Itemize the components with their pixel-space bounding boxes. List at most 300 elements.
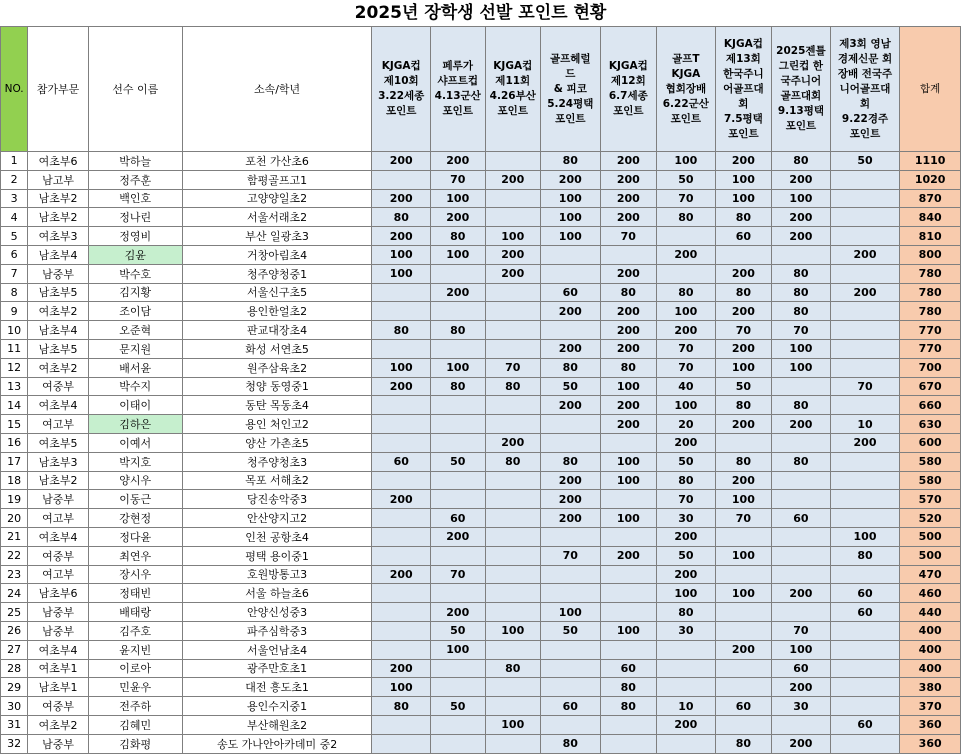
row-point-5: 100 (600, 452, 657, 471)
row-point-8: 100 (772, 358, 831, 377)
row-division: 남초부2 (28, 471, 89, 490)
row-player-name: 김하은 (88, 415, 182, 434)
row-school: 청양 동영중1 (182, 377, 372, 396)
table-row (1, 565, 961, 584)
row-player-name: 전주하 (88, 697, 182, 716)
header-event-line: 페루가 (442, 60, 473, 72)
row-point-1 (372, 339, 431, 358)
row-point-2 (431, 734, 486, 753)
row-point-7: 80 (715, 452, 772, 471)
row-point-3 (485, 152, 541, 171)
row-total: 700 (900, 358, 961, 377)
header-event-line: & 피코 (553, 82, 587, 95)
row-total: 400 (900, 659, 961, 678)
row-point-2 (431, 678, 486, 697)
row-point-4: 100 (541, 227, 601, 246)
row-total: 360 (900, 715, 961, 734)
row-point-9 (830, 170, 900, 189)
row-no: 15 (1, 415, 28, 434)
row-point-5 (600, 490, 657, 509)
table-row (1, 715, 961, 734)
row-point-9 (830, 678, 900, 697)
row-point-7: 70 (715, 509, 772, 528)
row-point-3 (485, 640, 541, 659)
row-school: 인천 공항초4 (182, 527, 372, 546)
page-title: 2025년 장학생 선발 포인트 현황 (354, 3, 607, 23)
row-point-2 (431, 433, 486, 452)
row-point-4 (541, 321, 601, 340)
row-point-2: 50 (431, 697, 486, 716)
row-point-6 (657, 678, 716, 697)
row-total: 810 (900, 227, 961, 246)
row-division: 남초부2 (28, 208, 89, 227)
table-row (1, 659, 961, 678)
row-division: 여초부4 (28, 396, 89, 415)
row-point-8: 80 (772, 452, 831, 471)
row-school: 서울서래초2 (182, 208, 372, 227)
header-event-line: 골프헤럴 (550, 52, 591, 65)
row-division: 여초부2 (28, 302, 89, 321)
row-division: 남초부4 (28, 245, 89, 264)
row-point-8 (772, 546, 831, 565)
row-point-5: 70 (600, 227, 657, 246)
row-point-3 (485, 734, 541, 753)
row-point-3 (485, 509, 541, 528)
header-division: 참가부문 (28, 27, 89, 152)
header-event-line: 그린컵 한 (778, 60, 824, 72)
row-point-2 (431, 659, 486, 678)
row-point-3 (485, 490, 541, 509)
row-school: 화성 서연초5 (182, 339, 372, 358)
row-point-9: 10 (830, 415, 900, 434)
row-point-2 (431, 715, 486, 734)
row-point-8: 70 (772, 621, 831, 640)
header-event-line: 경제신문 회 (837, 52, 893, 65)
row-player-name: 양시우 (88, 471, 182, 490)
header-event-line: 어골프대 (723, 82, 764, 95)
table-row (1, 227, 961, 246)
row-point-5 (600, 584, 657, 603)
row-point-6 (657, 659, 716, 678)
row-point-8: 200 (772, 678, 831, 697)
row-point-3: 80 (485, 659, 541, 678)
row-point-7: 100 (715, 189, 772, 208)
row-point-7 (715, 659, 772, 678)
row-point-1 (372, 734, 431, 753)
table-row (1, 452, 961, 471)
row-no: 18 (1, 471, 28, 490)
row-point-4 (541, 678, 601, 697)
row-point-9 (830, 509, 900, 528)
header-event-line: 드 (565, 67, 576, 80)
row-point-6: 70 (657, 490, 716, 509)
row-point-2: 100 (431, 189, 486, 208)
row-no: 24 (1, 584, 28, 603)
row-point-3 (485, 302, 541, 321)
row-point-1 (372, 603, 431, 622)
row-point-6: 10 (657, 697, 716, 716)
row-point-1 (372, 640, 431, 659)
row-point-3 (485, 283, 541, 302)
row-school: 호원방통고3 (182, 565, 372, 584)
row-point-7: 80 (715, 283, 772, 302)
header-event-line: 제13회 (725, 52, 761, 65)
row-player-name: 김윤 (88, 245, 182, 264)
row-player-name: 백인호 (88, 189, 182, 208)
row-point-1: 100 (372, 678, 431, 697)
row-point-9 (830, 490, 900, 509)
row-point-2: 60 (431, 509, 486, 528)
row-no: 20 (1, 509, 28, 528)
table-row (1, 433, 961, 452)
row-point-6: 30 (657, 621, 716, 640)
table-row (1, 245, 961, 264)
row-school: 거창아림초4 (182, 245, 372, 264)
row-point-1 (372, 509, 431, 528)
row-point-2: 50 (431, 621, 486, 640)
row-point-1 (372, 396, 431, 415)
row-point-3 (485, 208, 541, 227)
row-total: 500 (900, 527, 961, 546)
table-row (1, 170, 961, 189)
row-point-3 (485, 678, 541, 697)
row-division: 여고부 (28, 565, 89, 584)
table-row (1, 584, 961, 603)
header-event-line: 5.24평택 (547, 97, 594, 110)
row-point-2 (431, 339, 486, 358)
row-point-8 (772, 603, 831, 622)
row-point-5: 80 (600, 358, 657, 377)
header-event-line: 포인트 (670, 112, 702, 125)
row-point-7: 200 (715, 415, 772, 434)
row-point-2: 80 (431, 321, 486, 340)
table-row (1, 527, 961, 546)
row-point-5: 200 (600, 546, 657, 565)
header-event-line: 장배 전국주 (837, 67, 893, 80)
row-total: 870 (900, 189, 961, 208)
row-point-6 (657, 227, 716, 246)
row-point-8: 80 (772, 264, 831, 283)
table-row (1, 208, 961, 227)
header-event-line: KJGA컵 (723, 37, 763, 50)
header-event-line: 골프T (672, 52, 700, 65)
row-no: 13 (1, 377, 28, 396)
header-event-line: KJGA컵 (381, 60, 421, 72)
row-point-8: 80 (772, 396, 831, 415)
row-point-6: 200 (657, 527, 716, 546)
table-row (1, 283, 961, 302)
row-point-1: 200 (372, 377, 431, 396)
row-point-8: 60 (772, 509, 831, 528)
row-point-6: 50 (657, 546, 716, 565)
row-point-5: 200 (600, 152, 657, 171)
header-event-line: 포인트 (442, 105, 473, 117)
header-event-line: 골프대회 (780, 90, 822, 102)
row-no: 1 (1, 152, 28, 171)
row-point-2: 70 (431, 170, 486, 189)
row-point-2: 200 (431, 527, 486, 546)
row-point-6 (657, 734, 716, 753)
row-school: 용인한얼초2 (182, 302, 372, 321)
row-point-7: 100 (715, 546, 772, 565)
row-point-1 (372, 415, 431, 434)
row-point-5: 200 (600, 208, 657, 227)
row-no: 25 (1, 603, 28, 622)
row-division: 남중부 (28, 621, 89, 640)
row-point-8 (772, 527, 831, 546)
header-event-line: 포인트 (386, 105, 417, 117)
table-header (1, 27, 961, 152)
row-point-9 (830, 734, 900, 753)
row-point-5: 200 (600, 302, 657, 321)
table-row (1, 415, 961, 434)
row-total: 670 (900, 377, 961, 396)
table-row (1, 377, 961, 396)
row-point-7 (715, 715, 772, 734)
table-row (1, 640, 961, 659)
row-player-name: 정다윤 (88, 527, 182, 546)
row-point-4 (541, 584, 601, 603)
row-no: 22 (1, 546, 28, 565)
header-event-line: 포인트 (728, 127, 759, 140)
row-point-7: 200 (715, 471, 772, 490)
row-point-4: 100 (541, 208, 601, 227)
row-point-2 (431, 415, 486, 434)
row-point-8: 200 (772, 415, 831, 434)
table-row (1, 339, 961, 358)
row-point-4: 200 (541, 490, 601, 509)
table-row (1, 152, 961, 171)
header-event-3 (485, 27, 541, 152)
row-point-2: 100 (431, 245, 486, 264)
row-point-8 (772, 471, 831, 490)
row-point-8: 80 (772, 283, 831, 302)
header-school: 소속/학년 (182, 27, 372, 152)
header-event-5 (600, 27, 657, 152)
table-row (1, 621, 961, 640)
row-point-7: 70 (715, 321, 772, 340)
row-point-6: 100 (657, 584, 716, 603)
row-point-8 (772, 565, 831, 584)
row-division: 남초부6 (28, 584, 89, 603)
row-no: 12 (1, 358, 28, 377)
row-point-8 (772, 245, 831, 264)
row-point-9: 200 (830, 245, 900, 264)
row-player-name: 박수호 (88, 264, 182, 283)
row-point-5 (600, 527, 657, 546)
row-point-3: 70 (485, 358, 541, 377)
row-point-8: 200 (772, 227, 831, 246)
row-no: 19 (1, 490, 28, 509)
row-division: 여중부 (28, 377, 89, 396)
row-no: 21 (1, 527, 28, 546)
row-point-1: 200 (372, 490, 431, 509)
row-point-1: 200 (372, 152, 431, 171)
table-row (1, 321, 961, 340)
row-division: 남고부 (28, 170, 89, 189)
row-school: 용인수지중1 (182, 697, 372, 716)
row-no: 29 (1, 678, 28, 697)
row-point-2: 100 (431, 640, 486, 659)
row-point-3 (485, 189, 541, 208)
row-point-7: 200 (715, 640, 772, 659)
row-school: 서울언남초4 (182, 640, 372, 659)
row-point-5: 200 (600, 415, 657, 434)
header-event-4 (541, 27, 601, 152)
points-table (0, 26, 961, 754)
row-player-name: 배서윤 (88, 358, 182, 377)
row-point-4: 60 (541, 697, 601, 716)
row-point-8: 30 (772, 697, 831, 716)
row-school: 양산 가촌초5 (182, 433, 372, 452)
row-point-2 (431, 264, 486, 283)
header-event-line: 6.7세종 (608, 90, 648, 102)
row-division: 남중부 (28, 490, 89, 509)
row-school: 고양양일초2 (182, 189, 372, 208)
row-point-6: 200 (657, 321, 716, 340)
row-point-7 (715, 565, 772, 584)
row-school: 안산양지고2 (182, 509, 372, 528)
row-point-7: 100 (715, 358, 772, 377)
row-point-9 (830, 565, 900, 584)
row-point-3 (485, 527, 541, 546)
row-point-5: 60 (600, 659, 657, 678)
row-point-5 (600, 715, 657, 734)
row-point-5: 100 (600, 471, 657, 490)
row-point-2: 200 (431, 603, 486, 622)
row-point-3 (485, 396, 541, 415)
row-point-1 (372, 715, 431, 734)
table-row (1, 302, 961, 321)
table-row (1, 678, 961, 697)
header-event-2 (431, 27, 486, 152)
row-point-7 (715, 603, 772, 622)
row-point-8: 80 (772, 302, 831, 321)
row-no: 30 (1, 697, 28, 716)
row-no: 11 (1, 339, 28, 358)
row-player-name: 정나린 (88, 208, 182, 227)
row-point-9 (830, 659, 900, 678)
row-player-name: 이동근 (88, 490, 182, 509)
row-point-7: 200 (715, 264, 772, 283)
row-point-3: 200 (485, 264, 541, 283)
row-no: 8 (1, 283, 28, 302)
row-total: 780 (900, 264, 961, 283)
row-division: 여초부1 (28, 659, 89, 678)
row-point-2: 200 (431, 152, 486, 171)
row-point-4: 200 (541, 170, 601, 189)
row-total: 380 (900, 678, 961, 697)
row-total: 840 (900, 208, 961, 227)
row-point-4: 200 (541, 509, 601, 528)
row-point-1: 100 (372, 245, 431, 264)
row-point-3 (485, 471, 541, 490)
row-point-9: 200 (830, 283, 900, 302)
header-event-9 (830, 27, 900, 152)
row-player-name: 이로아 (88, 659, 182, 678)
row-no: 26 (1, 621, 28, 640)
header-event-line: 포인트 (497, 105, 528, 117)
row-school: 대전 흥도초1 (182, 678, 372, 697)
row-point-4 (541, 659, 601, 678)
row-division: 남초부5 (28, 339, 89, 358)
row-no: 32 (1, 734, 28, 753)
row-point-6: 200 (657, 715, 716, 734)
row-no: 27 (1, 640, 28, 659)
row-point-6: 80 (657, 283, 716, 302)
row-division: 여초부6 (28, 152, 89, 171)
row-point-1 (372, 546, 431, 565)
row-point-9 (830, 339, 900, 358)
row-school: 포천 가산초6 (182, 152, 372, 171)
header-event-line: 4.26부산 (489, 90, 536, 102)
row-point-5 (600, 433, 657, 452)
row-point-1: 200 (372, 659, 431, 678)
row-total: 580 (900, 471, 961, 490)
row-point-2: 70 (431, 565, 486, 584)
header-event-line: 니어골프대 (839, 82, 891, 95)
row-point-6: 100 (657, 396, 716, 415)
row-total: 500 (900, 546, 961, 565)
row-player-name: 김주호 (88, 621, 182, 640)
row-division: 남중부 (28, 603, 89, 622)
row-point-9 (830, 396, 900, 415)
row-division: 여초부4 (28, 640, 89, 659)
header-event-line: 회 (738, 97, 749, 110)
row-point-9 (830, 640, 900, 659)
row-total: 770 (900, 339, 961, 358)
row-point-3 (485, 603, 541, 622)
row-point-4 (541, 264, 601, 283)
header-event-line: KJGA (671, 67, 701, 80)
row-point-8: 200 (772, 734, 831, 753)
row-point-9 (830, 208, 900, 227)
header-event-line: 2025젠틀 (776, 45, 826, 57)
row-point-4: 100 (541, 189, 601, 208)
row-total: 570 (900, 490, 961, 509)
row-school: 당진송악중3 (182, 490, 372, 509)
row-point-3: 200 (485, 245, 541, 264)
row-total: 600 (900, 433, 961, 452)
row-player-name: 박수지 (88, 377, 182, 396)
row-point-1: 100 (372, 264, 431, 283)
row-point-7 (715, 621, 772, 640)
row-division: 여초부4 (28, 527, 89, 546)
row-division: 여초부2 (28, 358, 89, 377)
row-point-4: 50 (541, 377, 601, 396)
row-point-9: 70 (830, 377, 900, 396)
header-event-line: 포인트 (555, 112, 586, 125)
header-event-line: 포인트 (785, 120, 817, 132)
row-player-name: 김혜민 (88, 715, 182, 734)
table-row (1, 264, 961, 283)
row-point-6: 70 (657, 358, 716, 377)
row-no: 31 (1, 715, 28, 734)
row-point-4 (541, 640, 601, 659)
row-point-1: 80 (372, 321, 431, 340)
row-point-4: 60 (541, 283, 601, 302)
row-point-4: 200 (541, 396, 601, 415)
row-point-9: 50 (830, 152, 900, 171)
header-event-line: 7.5평택 (723, 112, 763, 125)
header-no: NO. (1, 27, 28, 152)
row-no: 7 (1, 264, 28, 283)
row-point-5 (600, 734, 657, 753)
row-point-5 (600, 640, 657, 659)
row-no: 16 (1, 433, 28, 452)
row-point-9: 60 (830, 603, 900, 622)
row-point-5: 100 (600, 377, 657, 396)
